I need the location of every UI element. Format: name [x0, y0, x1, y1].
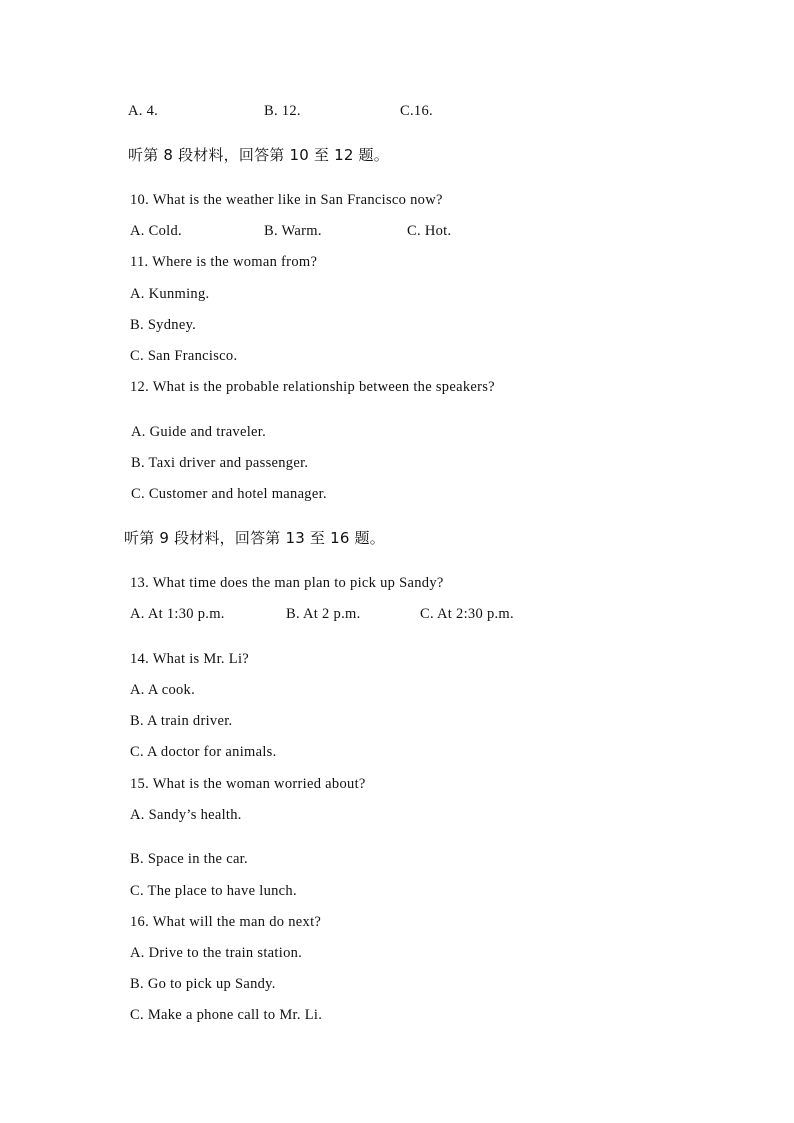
q11-option-b: B. Sydney. [130, 317, 197, 333]
q12-option-c: C. Customer and hotel manager. [131, 486, 327, 502]
q10-option-c: C. Hot. [407, 223, 452, 239]
q12-option-a: A. Guide and traveler. [131, 424, 267, 440]
q16-option-c: C. Make a phone call to Mr. Li. [130, 1007, 323, 1023]
q15-option-c: C. The place to have lunch. [130, 883, 297, 899]
q14-option-a: A. A cook. [130, 682, 196, 698]
q10-option-b: B. Warm. [264, 223, 322, 239]
q11-option-a: A. Kunming. [130, 286, 210, 302]
section-heading-8: 听第 8 段材料，回答第 10 至 12 题。 [128, 146, 389, 164]
q16-option-a: A. Drive to the train station. [130, 945, 303, 961]
prev-option-c: C.16. [400, 103, 433, 119]
q10-option-a: A. Cold. [130, 223, 182, 239]
q11-option-c: C. San Francisco. [130, 348, 238, 364]
question-13: 13. What time does the man plan to pick up Sandy? [130, 575, 444, 591]
question-11: 11. Where is the woman from? [130, 254, 318, 270]
prev-option-b: B. 12. [264, 103, 301, 119]
q13-option-c: C. At 2:30 p.m. [420, 606, 514, 622]
q14-option-b: B. A train driver. [130, 713, 233, 729]
q15-option-a: A. Sandy’s health. [130, 807, 242, 823]
prev-option-a: A. 4. [128, 103, 159, 119]
q15-option-b: B. Space in the car. [130, 851, 248, 867]
question-12: 12. What is the probable relationship between the speakers? [130, 379, 495, 395]
q13-option-a: A. At 1:30 p.m. [130, 606, 225, 622]
question-15: 15. What is the woman worried about? [130, 776, 366, 792]
q14-option-c: C. A doctor for animals. [130, 744, 277, 760]
q12-option-b: B. Taxi driver and passenger. [131, 455, 309, 471]
question-10: 10. What is the weather like in San Francisco now? [130, 192, 443, 208]
q13-option-b: B. At 2 p.m. [286, 606, 361, 622]
question-16: 16. What will the man do next? [130, 914, 322, 930]
section-heading-9: 听第 9 段材料，回答第 13 至 16 题。 [124, 529, 385, 547]
question-14: 14. What is Mr. Li? [130, 651, 250, 667]
q16-option-b: B. Go to pick up Sandy. [130, 976, 276, 992]
